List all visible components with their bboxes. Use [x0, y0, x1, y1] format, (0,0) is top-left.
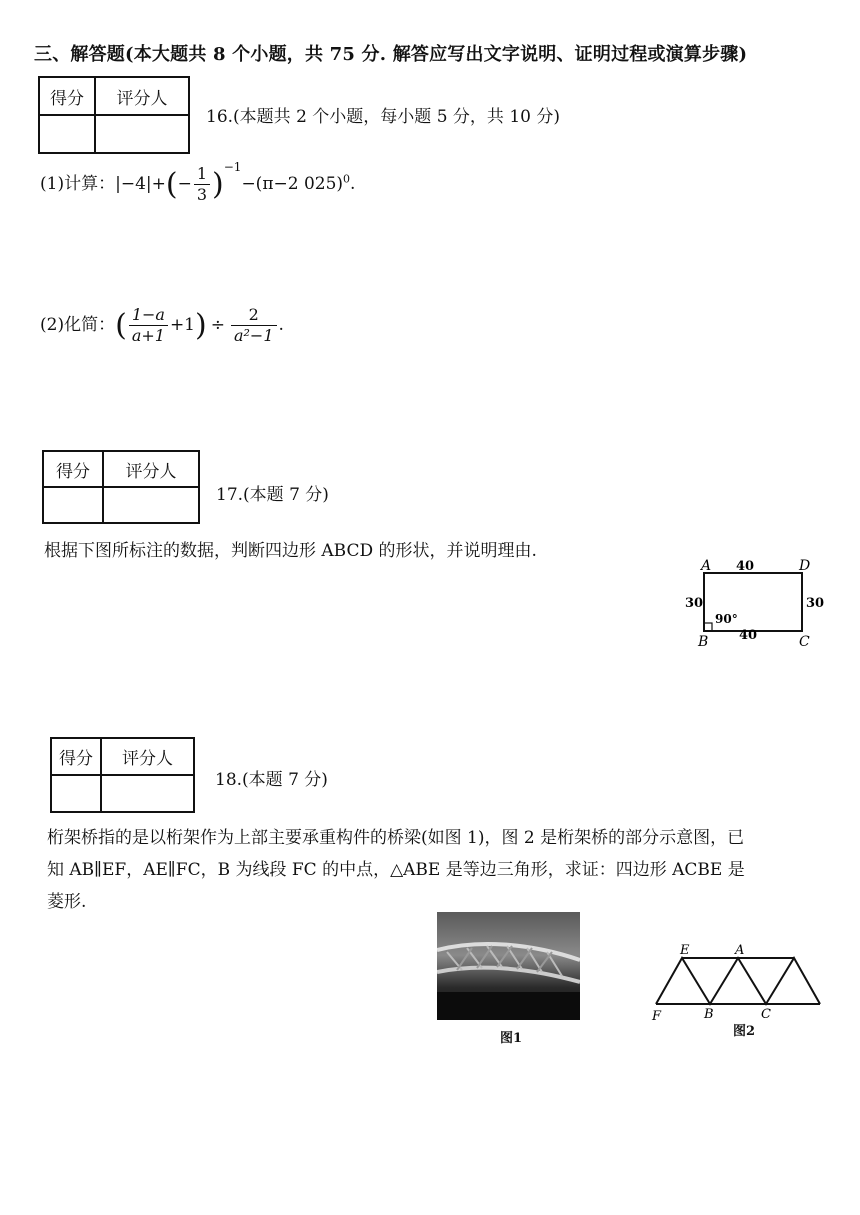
q16-p2-label: (2)化简： — [40, 315, 116, 335]
grader-cell[interactable] — [95, 115, 189, 153]
label-b: B — [704, 1007, 714, 1020]
grader-header: 评分人 — [101, 738, 194, 775]
q16-p1-label: (1)计算： — [40, 174, 116, 194]
label-top-length: 40 — [736, 559, 755, 574]
bridge-photo — [437, 912, 580, 1020]
right-angle-mark — [704, 623, 712, 631]
q16-p1-exp: −1 — [223, 160, 242, 174]
figure1-caption: 图1 — [500, 1031, 523, 1046]
grader-header: 评分人 — [103, 451, 199, 487]
q16-p1-frac: $\frac{1}{3}$ — [194, 164, 210, 205]
q16-p2-plus: +1 — [169, 315, 195, 335]
score-cell[interactable] — [39, 115, 95, 153]
q16-p1-abs: |−4|+ — [115, 174, 166, 194]
q16-p2-frac2: $\frac{2}{\text{a²−1}}$ — [231, 305, 277, 346]
label-a: A — [701, 558, 712, 574]
q16-p1-neg: − — [177, 174, 192, 194]
label-right-length: 30 — [806, 596, 825, 611]
q16-title: 16.(本题共 2 个小题，每小题 5 分，共 10 分) — [206, 107, 560, 127]
label-d: D — [799, 558, 811, 574]
q16-part1: (1)计算：|−4|+(− $\frac{1}{3}$ )$^{-1}$−(π−2 025)$^0$. — [40, 160, 356, 204]
label-c: C — [761, 1007, 771, 1020]
q16-p1-tail: −(π−2 025) — [241, 174, 344, 194]
label-left-length: 30 — [685, 596, 704, 611]
truss-diagram — [646, 940, 826, 1020]
score-header: 得分 — [43, 451, 103, 487]
label-b: B — [698, 634, 709, 650]
label-a: A — [735, 943, 745, 958]
q16-p2-frac1: $\frac{1-a}{a+1}$ — [129, 305, 168, 346]
bridge-photo-art — [437, 912, 580, 1020]
label-angle: 90° — [715, 612, 738, 626]
truss-web — [656, 958, 820, 1004]
q18-title: 18.(本题 7 分) — [215, 770, 328, 790]
grader-cell[interactable] — [103, 487, 199, 523]
label-e: E — [680, 943, 690, 958]
label-f: F — [652, 1009, 662, 1020]
score-header: 得分 — [39, 77, 95, 115]
q18-text-line3: 菱形. — [47, 892, 87, 912]
score-header: 得分 — [51, 738, 101, 775]
q18-text-line2: 知 AB∥EF，AE∥FC，B 为线段 FC 的中点，△ABE 是等边三角形，求证：四边形 ACBE 是 — [47, 860, 745, 880]
score-cell[interactable] — [51, 775, 101, 812]
q16-p2-div: ÷ — [210, 315, 225, 335]
score-cell[interactable] — [43, 487, 103, 523]
q16-p2-end: . — [278, 315, 284, 335]
label-c: C — [799, 634, 810, 650]
q16-p1-tail-exp: 0 — [343, 172, 351, 186]
grader-cell[interactable] — [101, 775, 194, 812]
figure2-caption: 图2 — [733, 1024, 756, 1039]
q17-text: 根据下图所标注的数据，判断四边形 ABCD 的形状，并说明理由. — [44, 541, 537, 561]
quadrilateral-figure — [676, 556, 826, 650]
score-table-18 — [50, 737, 195, 813]
q16-part2: (2)化简：( $\frac{1-a}{a+1}$ +1) ÷ $\frac{2}{\text{a²−1}}$ . — [40, 305, 284, 345]
score-table-17 — [42, 450, 200, 524]
q18-text-line1: 桁架桥指的是以桁架作为上部主要承重构件的桥梁(如图 1)，图 2 是桁架桥的部分示意图，已 — [47, 828, 745, 848]
label-bottom-length: 40 — [739, 628, 758, 643]
score-table-16 — [38, 76, 190, 154]
section-heading: 三、解答题(本大题共 8 个小题，共 75 分. 解答应写出文字说明、证明过程或演算步骤) — [34, 44, 748, 65]
grader-header: 评分人 — [95, 77, 189, 115]
q16-p1-end: . — [350, 174, 356, 194]
q17-title: 17.(本题 7 分) — [216, 485, 329, 505]
